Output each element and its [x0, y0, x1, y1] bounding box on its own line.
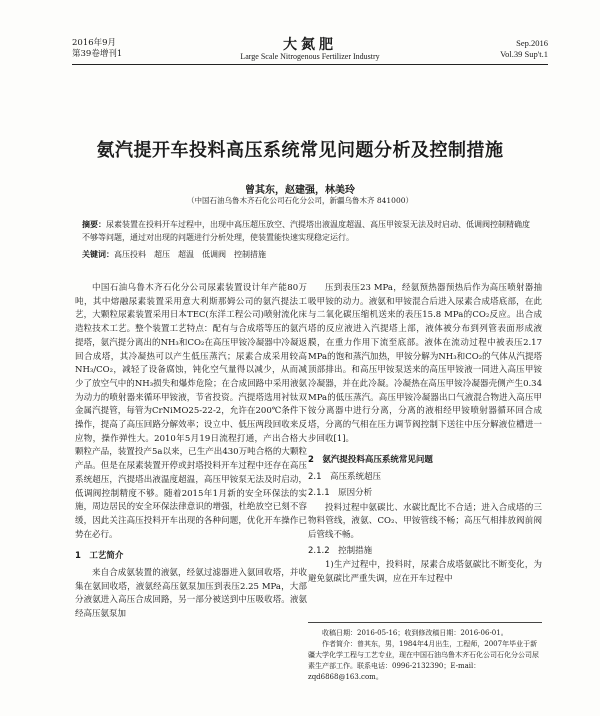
subsection-heading: 2.1 高压系统超压: [308, 472, 382, 483]
header-volume-en: Vol.39 Sup't.1: [500, 49, 548, 59]
body-paragraph: 来自合成氨装置的液氨，经氨过滤器进入氨回收塔，并收集在氨回收塔，液氨经高压氨泵加压到表压2.25 MPa，大部分液氨进入高压合成回路，另一部分被送到中压吸收塔。液氨经高压氨泵加: [75, 568, 307, 620]
body-paragraph: 投料过程中氨碳比、水碳比配比不合适；进入合成塔的三物料管线，液氨、CO₂、甲铵管线不畅；高压气相排放阀前阀后管线不畅。: [308, 502, 542, 540]
subsubsection-heading: 2.1.2 控制措施: [308, 545, 373, 556]
keywords-text: 高压投料 超压 超温 低调阀 控制措施: [114, 250, 266, 259]
section-heading: 2 氨汽提投料高压系统常见问题: [308, 455, 433, 466]
article-title: 氨汽提开车投料高压系统常见问题分析及控制措施: [96, 140, 504, 161]
footnote: [308, 622, 542, 683]
page-header: [72, 38, 548, 62]
article-affiliation: （中国石油乌鲁木齐石化公司石化分公司，新疆乌鲁木齐 841000）: [186, 196, 413, 205]
keywords: [82, 249, 530, 261]
header-date-cn: 2016年9月: [72, 38, 117, 48]
footnote-received: 收稿日期：2016-05-16；收到修改稿日期：2016-06-01。: [322, 629, 508, 637]
journal-name-en: Large Scale Nitrogenous Fertilizer Industry: [240, 52, 380, 61]
abstract-label: 摘要：: [82, 220, 106, 229]
header-rule: [72, 64, 548, 65]
article-authors: 曾其东，赵建强，林美玲: [245, 185, 355, 196]
section-heading: 1 工艺简介: [75, 551, 124, 562]
header-right: [500, 38, 548, 60]
header-journal: [72, 38, 548, 62]
abstract: [82, 219, 530, 244]
header-volume-cn: 第39卷增刊1: [72, 49, 123, 59]
body-paragraph: 1)生产过程中，投料时，尿素合成塔氨碳比不断变化，为避免氨碳比严重失调，应在开车过程中: [308, 560, 542, 585]
right-column: [308, 282, 542, 587]
body-paragraph: 压到表压23 MPa，经氨预热器预热后作为高压喷射器抽吸甲铵的动力。液氨和甲铵混合后进入尿素合成塔底部，在此与二氧化碳压缩机送来的表压15.8 MPa的CO₂反应。出合成塔的反应液进入汽提塔上部，液体被分布到列管表面形成液膜，在重力作用下流至底部。液体在流动过程中被表压2.17 MPa的饱和蒸汽加热，甲铵分解为NH₃和CO₂的气体从汽提塔顶部排出。和高压甲铵泵送来的高压甲铵液一同进入高压甲铵冷凝器，并在此冷凝。冷凝热在高压甲铵冷凝器壳侧产生0.34 MPa的低压蒸汽。高压甲铵冷凝器出口气液混合物进入高压甲铵分离器中进行分离，分离的液相经甲铵喷射器循环回合成塔，分离的气相在压力调节阀控制下送往中压分解液位槽进一步回收[1]。: [308, 283, 542, 444]
header-date-en: Sep.2016: [516, 38, 548, 48]
body-paragraph: 中国石油乌鲁木齐石化分公司尿素装置设计年产能80万吨，其中熔融尿素装置采用意大利斯那姆公司的氨汽提法工艺，大颗粒尿素装置采用日本TEC(东洋工程公司)喷射流化床造粒技术工艺。整个装置工艺特点：配有与合成塔等压的氨汽提塔，氨汽提分离出的NH₃和CO₂在高压甲铵冷凝器中冷凝返回合成塔，其冷凝热可以产生低压蒸汽；尿素合成采用较高NH₃/CO₂，减轻了设备腐蚀，钝化空气量得以减少，从而减少了放空气中的NH₃损失和爆炸危险；在合成回路中采用液氨为动力的喷射器来循环甲铵液，节省投资。汽提塔选用衬钛双金属汽提管，每管为CrNiMO25-22-2，允许在200℃条件下操作，提高了高压回路分解效率；设立中、低压两段回收来反应物，操作弹性大。2010年5月19日流程打通，产出合格大颗粒产品，装置投产5a以来，已生产出430万吨合格的大颗粒产品。但是在尿素装置开停或封塔投料开车过程中还存在高压系统超压，汽提塔出液温度超温，高压甲铵泵无法及时启动，低调阀控制精度不够。随着2015年1月新的安全环保法的实施，周边居民的安全环保法律意识的增强，杜绝放空已刻不容缓，因此关注高压投料开车出现的各种问题，优化开车操作已势在必行。: [75, 283, 307, 540]
abstract-text: 尿素装置在投料开车过程中，出现中高压超压放空、汽提塔出液温度超温、高压甲铵泵无法及时启动、低调阀控制精确度不够等问题，通过对出现的问题进行分析处理，使装置能快速实现稳定运行。: [82, 220, 530, 242]
keywords-label: 关键词：: [82, 250, 114, 259]
footnote-author-info: 作者简介：曾其东，男，1984年4月出生，工程师，2007年毕业于新疆大学化学工程与工艺专业，现在中国石油乌鲁木齐石化公司石化分公司尿素生产部工作。联系电话：0996-2132390；E-mail：zqd6868@163.com。: [308, 640, 539, 681]
subsubsection-heading: 2.1.1 原因分析: [308, 487, 373, 498]
left-column: [75, 282, 307, 622]
journal-logo: 大氮肥: [283, 37, 337, 53]
